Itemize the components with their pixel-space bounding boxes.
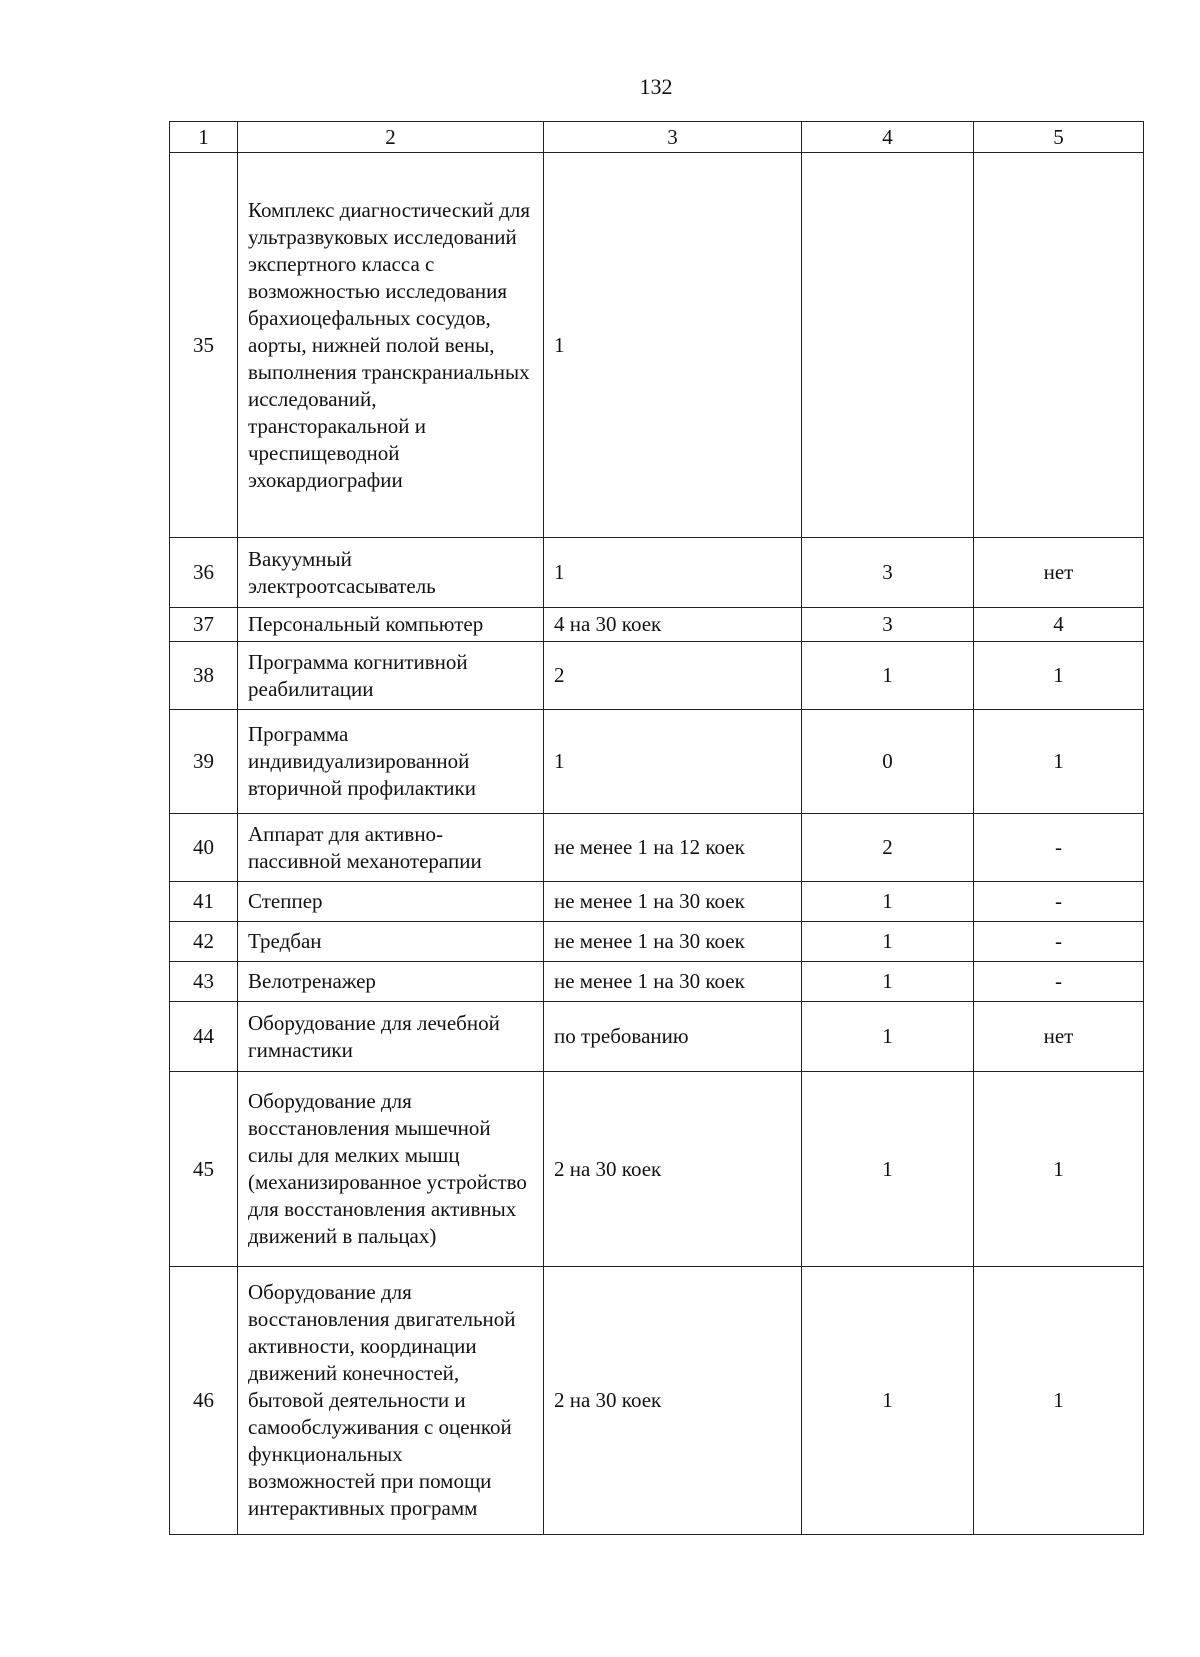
column-5-value: - (974, 962, 1144, 1002)
column-5-value: 1 (974, 710, 1144, 814)
column-4-value: 1 (802, 882, 974, 922)
table-row (170, 1072, 1144, 1267)
equipment-name: Степпер (238, 882, 544, 922)
equipment-name: Программа индивидуализированной вторичной профилактики (238, 710, 544, 814)
equipment-name: Программа когнитивной реабилитации (238, 642, 544, 710)
table-row (170, 608, 1144, 642)
row-number: 40 (170, 814, 238, 882)
required-quantity: 1 (544, 538, 802, 608)
column-4-value: 3 (802, 538, 974, 608)
required-quantity: 2 на 30 коек (544, 1072, 802, 1267)
column-4-value: 1 (802, 1267, 974, 1535)
equipment-name: Оборудование для восстановления двигательной активности, координации движений конечностей, бытовой деятельности и самообслуживания с оценкой функциональных возможностей при помощи интерактивных программ (238, 1267, 544, 1535)
table-row (170, 1267, 1144, 1535)
table-row (170, 642, 1144, 710)
column-5-value: 1 (974, 642, 1144, 710)
table-row (170, 153, 1144, 538)
equipment-name: Комплекс диагностический для ультразвуковых исследований экспертного класса с возможностью исследования брахиоцефальных сосудов, аорты, нижней полой вены, выполнения транскраниальных исследований, трансторакальной и чреспищеводной эхокардиографии (238, 153, 544, 538)
column-4-value (802, 153, 974, 538)
row-number: 45 (170, 1072, 238, 1267)
table-row (170, 1002, 1144, 1072)
column-header-2: 2 (238, 122, 544, 153)
column-4-value: 1 (802, 1002, 974, 1072)
column-4-value: 2 (802, 814, 974, 882)
page-number: 132 (639, 74, 673, 99)
column-5-value (974, 153, 1144, 538)
column-5-value: 4 (974, 608, 1144, 642)
column-header-1: 1 (170, 122, 238, 153)
required-quantity: 1 (544, 153, 802, 538)
column-header-5: 5 (974, 122, 1144, 153)
table-row (170, 962, 1144, 1002)
row-number: 46 (170, 1267, 238, 1535)
column-4-value: 1 (802, 1072, 974, 1267)
column-5-value: 1 (974, 1267, 1144, 1535)
required-quantity: 4 на 30 коек (544, 608, 802, 642)
required-quantity: не менее 1 на 30 коек (544, 962, 802, 1002)
equipment-name: Оборудование для восстановления мышечной силы для мелких мышц (механизированное устройство для восстановления активных движений в пальцах) (238, 1072, 544, 1267)
table-row (170, 710, 1144, 814)
column-5-value: 1 (974, 1072, 1144, 1267)
equipment-name: Аппарат для активно-пассивной механотерапии (238, 814, 544, 882)
equipment-name: Вакуумный электроотсасыватель (238, 538, 544, 608)
equipment-name: Велотренажер (238, 962, 544, 1002)
row-number: 37 (170, 608, 238, 642)
column-5-value: нет (974, 1002, 1144, 1072)
table-row (170, 922, 1144, 962)
table-row (170, 882, 1144, 922)
required-quantity: не менее 1 на 30 коек (544, 922, 802, 962)
row-number: 39 (170, 710, 238, 814)
column-4-value: 0 (802, 710, 974, 814)
row-number: 43 (170, 962, 238, 1002)
column-5-value: - (974, 882, 1144, 922)
row-number: 42 (170, 922, 238, 962)
required-quantity: 2 на 30 коек (544, 1267, 802, 1535)
column-5-value: нет (974, 538, 1144, 608)
required-quantity: не менее 1 на 30 коек (544, 882, 802, 922)
column-header-3: 3 (544, 122, 802, 153)
row-number: 44 (170, 1002, 238, 1072)
table-row (170, 538, 1144, 608)
column-5-value: - (974, 814, 1144, 882)
required-quantity: 1 (544, 710, 802, 814)
row-number: 41 (170, 882, 238, 922)
equipment-name: Тредбан (238, 922, 544, 962)
column-4-value: 1 (802, 922, 974, 962)
row-number: 35 (170, 153, 238, 538)
table-header-row (170, 122, 1144, 153)
equipment-name: Персональный компьютер (238, 608, 544, 642)
row-number: 36 (170, 538, 238, 608)
column-4-value: 3 (802, 608, 974, 642)
table-row (170, 814, 1144, 882)
column-header-4: 4 (802, 122, 974, 153)
row-number: 38 (170, 642, 238, 710)
required-quantity: 2 (544, 642, 802, 710)
equipment-name: Оборудование для лечебной гимнастики (238, 1002, 544, 1072)
column-4-value: 1 (802, 642, 974, 710)
equipment-table (169, 121, 1144, 1535)
required-quantity: не менее 1 на 12 коек (544, 814, 802, 882)
required-quantity: по требованию (544, 1002, 802, 1072)
column-5-value: - (974, 922, 1144, 962)
column-4-value: 1 (802, 962, 974, 1002)
